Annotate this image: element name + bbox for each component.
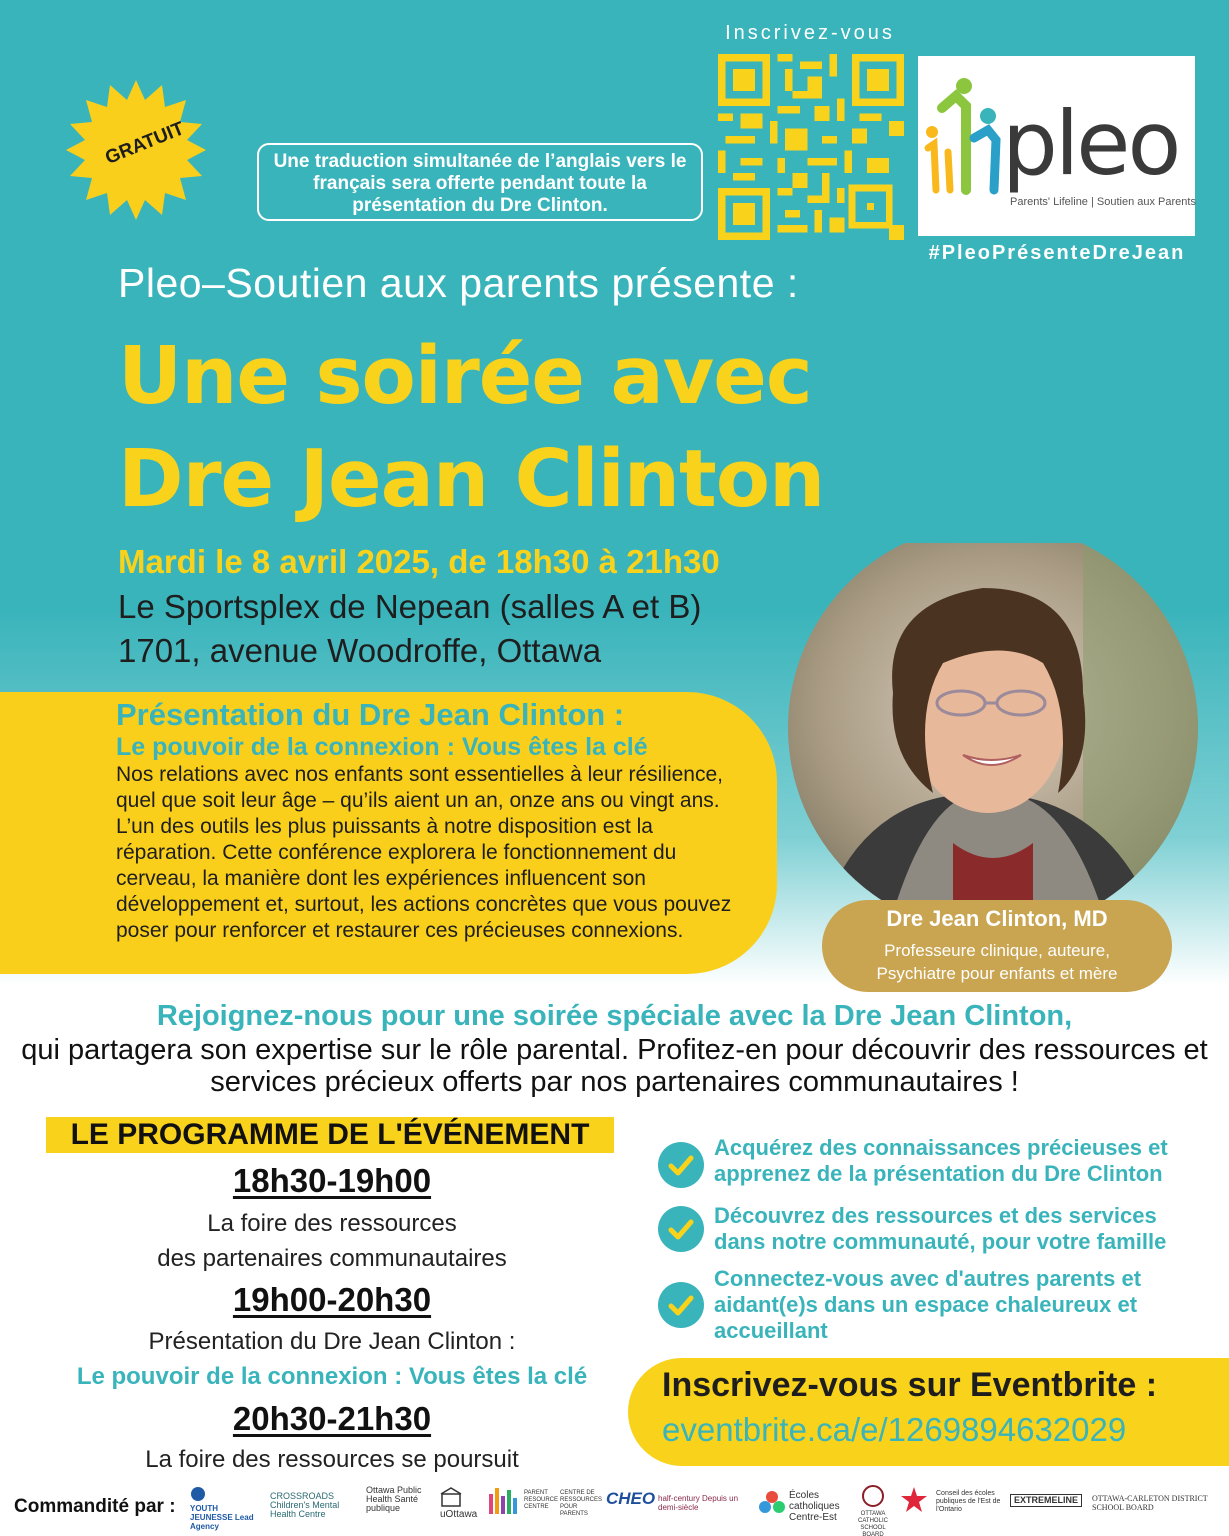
benefit-item: Découvrez des ressources et des services dans notre communauté, pour votre famille: [714, 1203, 1167, 1254]
event-datetime: Mardi le 8 avril 2025, de 18h30 à 21h30: [118, 543, 720, 580]
flower-icon: [758, 1490, 786, 1518]
presentation-heading: Présentation du Dre Jean Clinton :: [116, 697, 625, 732]
sponsor-logo-ecoles-catholiques: [758, 1490, 852, 1523]
speaker-role-line1: Professeure clinique, auteure,: [884, 941, 1110, 960]
slot3-line1: La foire des ressources se poursuit: [145, 1446, 519, 1473]
sponsor-name: OTTAWA CATHOLIC SCHOOL BOARD: [858, 1511, 888, 1536]
pleo-logo-tagline: Parents' Lifeline | Soutien aux Parents: [1010, 196, 1196, 208]
register-label: Inscrivez-vous: [725, 22, 895, 44]
sponsor-logo-cepeo: Conseil des écoles publiques de l'Est de l'Ontario: [936, 1490, 1001, 1513]
slot3-time-text: 20h30-21h30: [232, 1400, 432, 1437]
sponsor-logo-ottawa-health: [366, 1486, 436, 1513]
pleo-figures-icon: [922, 78, 1002, 198]
check-icon: [658, 1206, 704, 1252]
event-title-line1: Une soirée avec: [118, 330, 812, 422]
sponsor-logo-ocdsb: OTTAWA-CARLETON DISTRICT SCHOOL BOARD: [1092, 1494, 1208, 1512]
sponsor-bars-icon: [488, 1486, 518, 1518]
pleo-logo-word: pleo: [1002, 92, 1179, 195]
presenter-line: Pleo–Soutien aux parents présente :: [118, 260, 799, 306]
cta-title: Inscrivez-vous sur Eventbrite :: [662, 1366, 1158, 1404]
globe-icon: [190, 1486, 206, 1502]
slot2-time-text: 19h00-20h30: [232, 1281, 432, 1318]
sponsor-logo-crossroads: [270, 1492, 362, 1519]
sponsor-logo-uottawa: [440, 1486, 482, 1519]
sponsor-logo-crp: CENTRE DE RESSOURCES POUR PARENTS: [560, 1490, 603, 1517]
star-icon: [900, 1486, 928, 1514]
sponsor-logo-ocsb: [852, 1484, 894, 1536]
crest-icon: [861, 1484, 885, 1508]
sponsor-star-icon: [900, 1486, 930, 1516]
sponsor-logo-extremeline: EXTREMELINE: [1010, 1494, 1082, 1507]
event-address: 1701, avenue Woodroffe, Ottawa: [118, 632, 602, 669]
slot1-time: [0, 1162, 664, 1200]
sponsors-label: Commandité par :: [14, 1496, 176, 1517]
bars-icon: [488, 1486, 518, 1516]
speaker-name: Dre Jean Clinton, MD: [886, 906, 1108, 931]
check-icon: [658, 1142, 704, 1188]
eventbrite-link[interactable]: eventbrite.ca/e/1269894632029: [662, 1411, 1127, 1448]
join-headline: Rejoignez-nous pour une soirée spéciale avec la Dre Jean Clinton,: [156, 1000, 1073, 1032]
slot3-time: [0, 1400, 664, 1438]
join-description: qui partagera son expertise sur le rôle parental. Profitez-en pour découvrir des ressources et services précieux offerts par nos partenaires communautaires !: [21, 1034, 1208, 1098]
program-heading: LE PROGRAMME DE L'ÉVÉNEMENT: [70, 1118, 590, 1151]
free-badge-label: GRATUIT: [102, 118, 188, 169]
sponsor-logo-cheo: CHEO: [606, 1489, 656, 1508]
translation-notice: Une traduction simultanée de l’anglais vers le français sera offerte pendant toute la présentation du Dre Clinton.: [257, 143, 703, 221]
sponsor-logo-half-century: half-century Depuis un demi-siècle: [658, 1494, 739, 1512]
benefit-item: Acquérez des connaissances précieuses et apprenez de la présentation du Dre Clinton: [714, 1135, 1168, 1186]
sponsor-name: uOttawa: [440, 1509, 478, 1520]
qr-code-icon[interactable]: [718, 54, 904, 240]
sponsor-name: Écoles catholiques Centre-Est: [789, 1490, 840, 1523]
slot1-line1: La foire des ressources: [207, 1210, 457, 1237]
event-title-line2: Dre Jean Clinton: [118, 433, 825, 525]
slot2-time: [0, 1281, 664, 1319]
speaker-role-line2: Psychiatre pour enfants et mère: [876, 964, 1118, 983]
sponsor-name: YOUTH JEUNESSE Lead Agency: [190, 1504, 254, 1531]
speaker-role: [822, 939, 1172, 985]
event-venue: Le Sportsplex de Nepean (salles A et B): [118, 588, 702, 625]
slot1-time-text: 18h30-19h00: [232, 1162, 432, 1199]
slot1-line2: des partenaires communautaires: [157, 1245, 507, 1272]
sponsor-logo-youth: [190, 1486, 262, 1531]
sponsor-name: Ottawa Public Health Santé publique: [366, 1485, 422, 1513]
sponsor-name: CROSSROADS Children's Mental Health Centre: [270, 1491, 340, 1519]
presentation-description: Nos relations avec nos enfants sont essentielles à leur résilience, quel que soit leur âge – qu’ils aient un an, onze ans ou vingt ans. L’un des outils les plus puissants à notre disposition est la réparation. Cette conférence explorera le fonctionnement du cerveau, la manière dont les expériences influencent son développement et, surtout, les actions concrètes que vous pouvez poser pour renforcer et restaurer ces précieuses connexions.: [116, 763, 732, 942]
benefit-item: Connectez-vous avec d'autres parents et aidant(e)s dans un espace chaleureux et accueillant: [714, 1266, 1142, 1343]
speaker-photo: [783, 543, 1203, 913]
building-icon: [440, 1486, 462, 1508]
hashtag: #PleoPrésenteDreJean: [928, 242, 1186, 264]
slot2-line2: Le pouvoir de la connexion : Vous êtes la clé: [76, 1363, 588, 1390]
slot2-line1: Présentation du Dre Jean Clinton :: [148, 1328, 516, 1355]
sponsor-logo-prc: PARENT RESOURCE CENTRE: [524, 1490, 559, 1510]
presentation-subtitle: Le pouvoir de la connexion : Vous êtes la clé: [116, 733, 648, 761]
check-icon: [658, 1282, 704, 1328]
